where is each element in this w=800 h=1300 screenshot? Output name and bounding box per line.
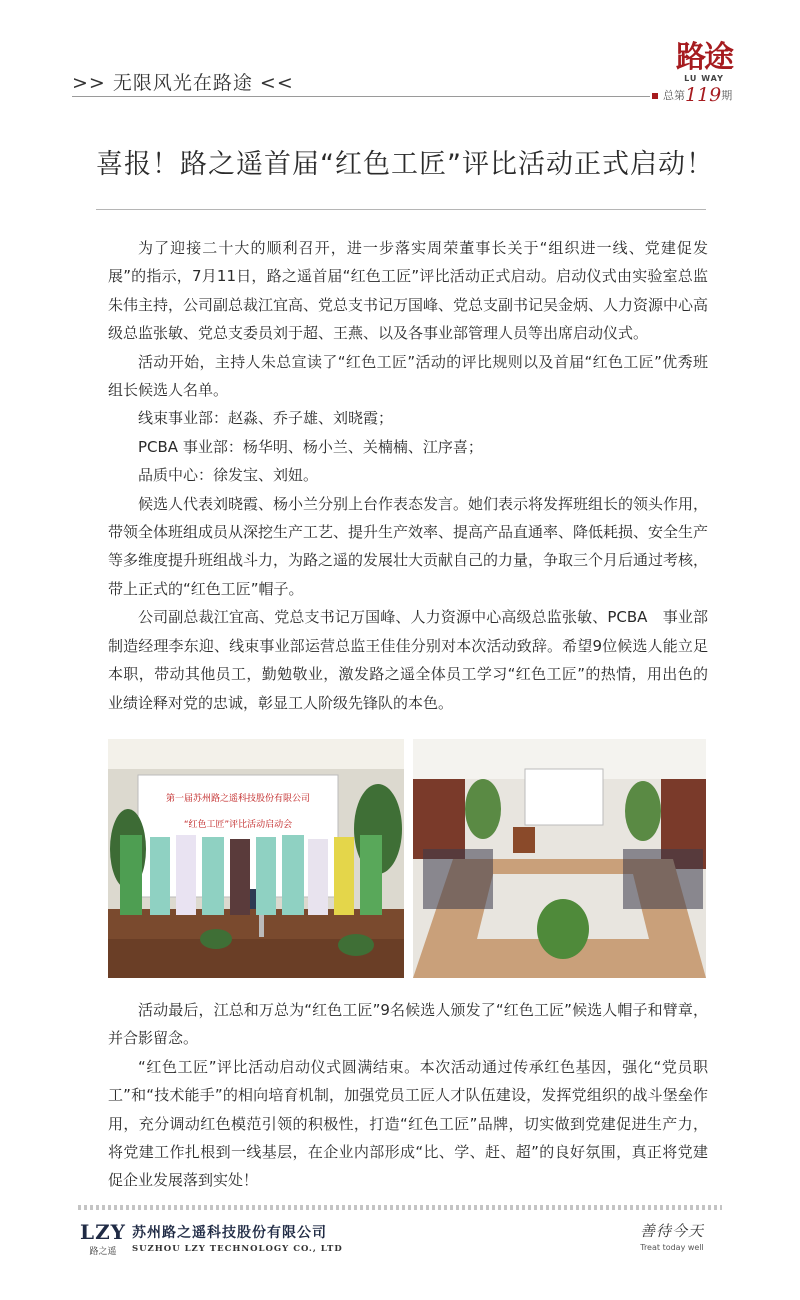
article-body-top — [108, 234, 708, 717]
magazine-logo — [672, 42, 736, 83]
group-photo — [108, 739, 404, 978]
candidate-list-item: 品质中心：徐发宝、刘妞。 — [138, 466, 319, 485]
company-name-cn: 苏州路之遥科技股份有限公司 — [132, 1225, 327, 1241]
paragraph: 候选人代表刘晓霞、杨小兰分别上台作表态发言。她们表示将发挥班组长的领头作用，带领全体班组成员从深挖生产工艺、提升生产效率、提高产品直通率、降低耗损、安全生产等多维度提升班组战斗力，为路之遥的发展壮大贡献自己的力量，争取三个月后通过考核，带上正式的“红色工匠”帽子。 — [108, 494, 709, 598]
paragraph: 活动开始，主持人朱总宣读了“红色工匠”活动的评比规则以及首届“红色工匠”优秀班组长候选人名单。 — [108, 352, 708, 400]
issue-suffix: 期 — [721, 89, 733, 102]
footer-divider — [78, 1205, 722, 1210]
article-title: 喜报！路之遥首届“红色工匠”评比活动正式启动！ — [96, 149, 714, 180]
meeting-photo — [413, 739, 706, 978]
paragraph: 公司副总裁江宜高、党总支书记万国峰、人力资源中心高级总监张敏、PCBA 事业部制造经理李东迎、线束事业部运营总监王佳佳分别对本次活动致辞。希望9位候选人能立足本职，带动其他员工，勤勉敬业，激发路之遥全体员工学习“红色工匠”的热情，用出色的业绩诠释对党的忠诚，彰显工人阶级先锋队的本色。 — [108, 608, 708, 712]
paragraph: 为了迎接二十大的顺利召开，进一步落实周荣董事长关于“组织进一线、党建促发展”的指示，7月11日，路之遥首届“红色工匠”评比活动正式启动。启动仪式由实验室总监朱伟主持，公司副总裁江宜高、党总支书记万国峰、党总支副书记吴金炳、人力资源中心高级总监张敏、党总支委员刘于超、王燕、以及各事业部管理人员等出席启动仪式。 — [108, 239, 709, 343]
issue-prefix: 总第 — [663, 89, 685, 102]
section-header: >> 无限风光在路途 << — [72, 72, 294, 94]
slogan-en: Treat today well — [640, 1243, 704, 1252]
company-logo — [80, 1222, 126, 1257]
candidate-list-item: 线束事业部：赵淼、乔子雄、刘晓霞； — [138, 409, 394, 428]
company-name — [132, 1222, 343, 1254]
paragraph: 活动最后，江总和万总为“红色工匠”9名候选人颁发了“红色工匠”候选人帽子和臂章，并合影留念。 — [108, 1001, 708, 1048]
article-body-bottom — [108, 996, 708, 1195]
candidate-list-item: PCBA 事业部：杨华明、杨小兰、关楠楠、江序喜； — [138, 437, 483, 456]
issue-number: 119 — [685, 84, 722, 106]
company-logo-subtitle: 路之遥 — [89, 1247, 117, 1257]
slogan-cn: 善待今天 — [640, 1222, 705, 1240]
screen-line-2: “红色工匠”评比活动启动会 — [183, 820, 293, 830]
footer-slogan — [640, 1220, 704, 1252]
screen-line-1: 第一届苏州路之遥科技股份有限公司 — [165, 794, 311, 804]
title-divider — [96, 209, 706, 210]
logo-text: 路途 — [676, 40, 732, 75]
company-logo-text: LZY — [80, 1220, 126, 1244]
paragraph: “红色工匠”评比活动启动仪式圆满结束。本次活动通过传承红色基因，强化“党员职工”和“技术能手”的相向培育机制，加强党员工匠人才队伍建设，发挥党组织的战斗堡垒作用，充分调动红色模范引领的积极性，打造“红色工匠”品牌，切实做到党建促进生产力，将党建工作扎根到一线基层，在企业内部形成“比、学、赶、超”的良好氛围，真正将党建促企业发展落到实处！ — [108, 1057, 708, 1190]
square-bullet-icon — [652, 93, 658, 99]
logo-subtitle: LU WAY — [684, 74, 724, 83]
header-divider — [72, 96, 650, 97]
issue-number-label — [652, 84, 732, 106]
company-name-en: SUZHOU LZY TECHNOLOGY CO., LTD — [132, 1244, 343, 1254]
